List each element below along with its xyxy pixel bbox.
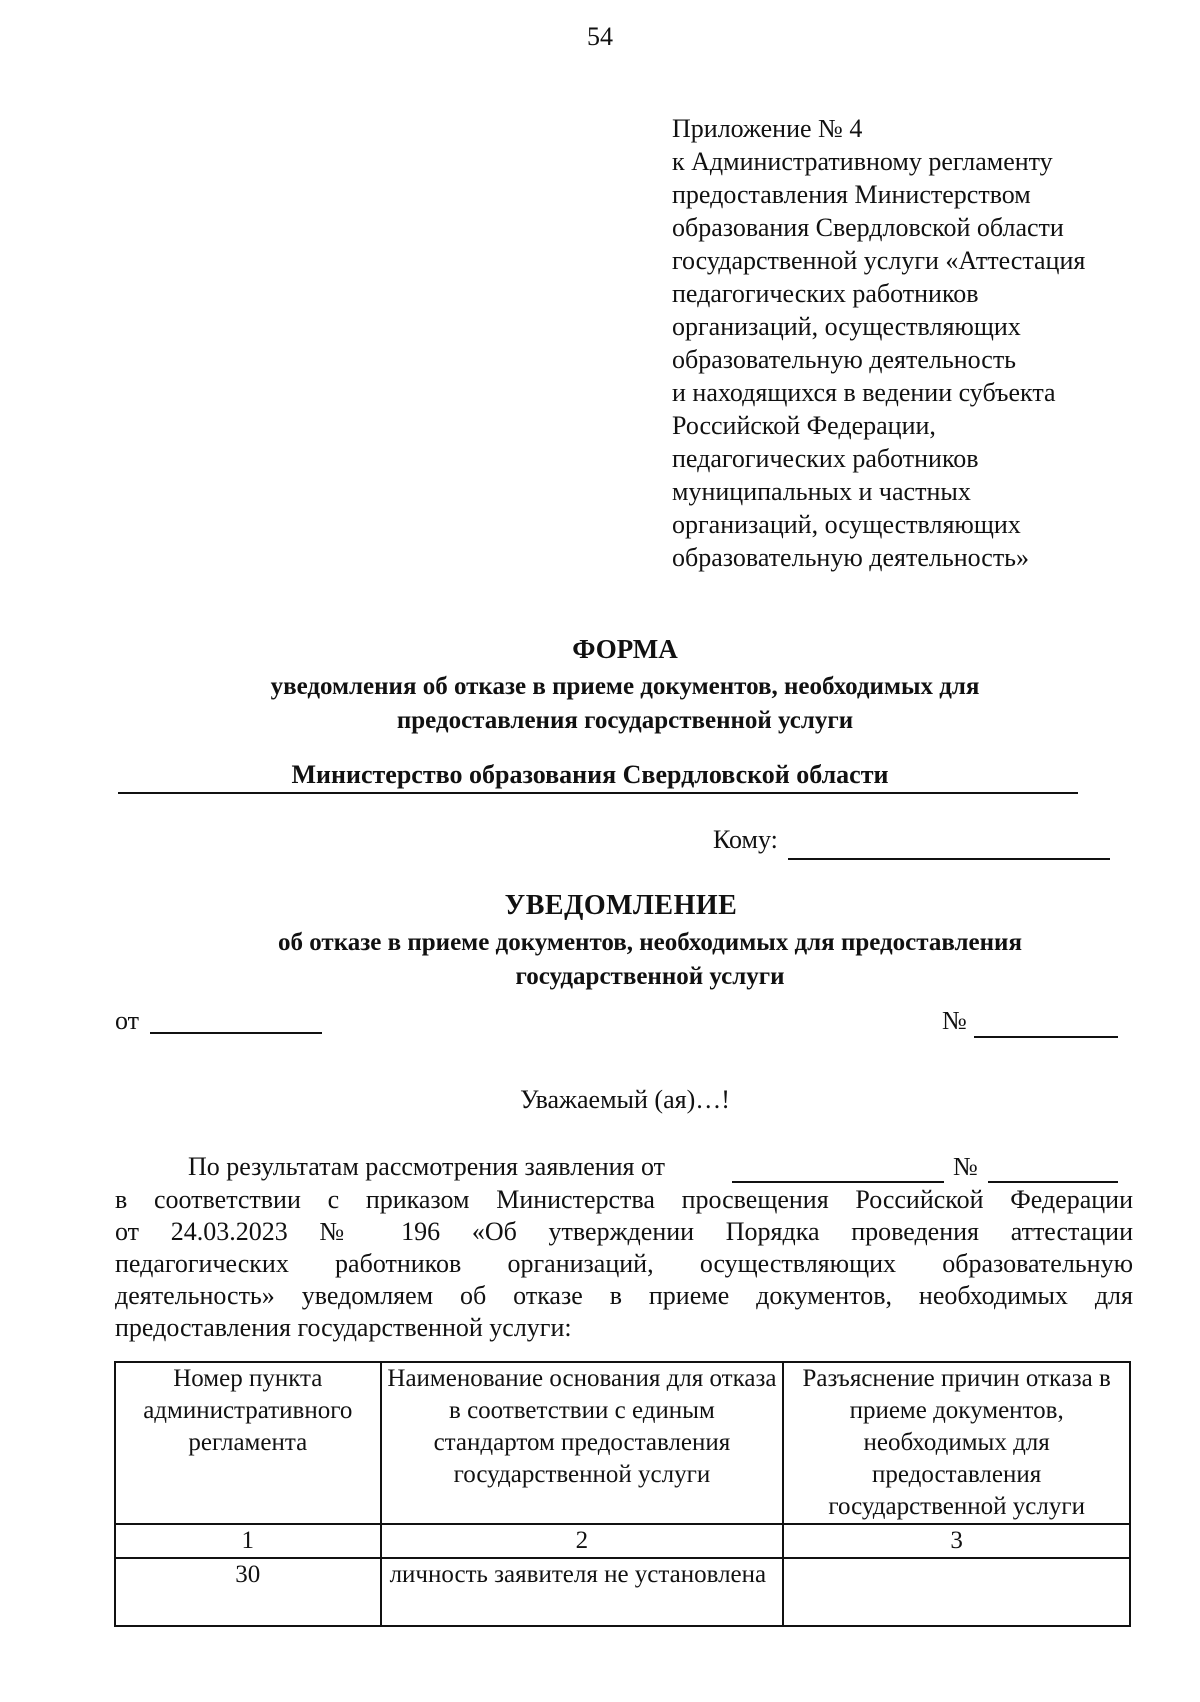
body-line: деятельность» уведомляем об отказе в приеме документов, необходимых для (115, 1281, 1133, 1310)
to-blank-field[interactable] (788, 858, 1110, 860)
appendix-line: муниципальных и частных (672, 477, 971, 506)
appendix-line: образования Свердловской области (672, 213, 1064, 242)
table-header-cell: Разъяснение причин отказа в приеме документов, необходимых для предоставления государственной услуги (783, 1362, 1130, 1524)
refusal-table (114, 1361, 1131, 1627)
ministry-name: Министерство образования Свердловской области (291, 760, 889, 789)
to-label: Кому: (713, 825, 778, 854)
number-label: № (942, 1006, 967, 1035)
application-number-blank-field[interactable] (988, 1181, 1118, 1183)
notice-subtitle (150, 926, 1150, 994)
column-number: 3 (783, 1524, 1130, 1558)
table-cell-reason: личность заявителя не установлена (381, 1558, 784, 1626)
page-number: 54 (587, 22, 613, 51)
body-paragraph (115, 1184, 1133, 1344)
body-line-start: По результатам рассмотрения заявления от (188, 1152, 666, 1181)
application-date-blank-field[interactable] (732, 1181, 944, 1183)
form-subtitle-line: предоставления государственной услуги (396, 707, 854, 734)
table-cell-explanation[interactable] (783, 1558, 1130, 1626)
table-cell-item: 30 (115, 1558, 381, 1626)
appendix-line: предоставления Министерством (672, 180, 1031, 209)
body-line: педагогических работников организаций, осуществляющих образовательную (115, 1249, 1133, 1278)
appendix-block (672, 112, 1172, 574)
notice-title: УВЕДОМЛЕНИЕ (504, 890, 738, 921)
form-title: ФОРМА (572, 634, 678, 664)
table-header-cell: Наименование основания для отказа в соответствии с единым стандартом предоставления государственной услуги (381, 1362, 784, 1524)
form-subtitle (110, 670, 1140, 738)
body-number-label: № (953, 1152, 978, 1181)
table-column-number-row (115, 1524, 1130, 1558)
appendix-line: образовательную деятельность (672, 345, 1017, 374)
body-line: от 24.03.2023 № 196 «Об утверждении Порядка проведения аттестации (115, 1217, 1133, 1246)
greeting: Уважаемый (ая)…! (520, 1085, 730, 1114)
appendix-line: Российской Федерации, (672, 411, 936, 440)
column-number: 1 (115, 1524, 381, 1558)
form-subtitle-line: уведомления об отказе в приеме документов, необходимых для (270, 673, 980, 700)
column-number: 2 (381, 1524, 784, 1558)
appendix-line: организаций, осуществляющих (672, 312, 1021, 341)
appendix-line: Приложение № 4 (672, 114, 863, 143)
appendix-line: педагогических работников (672, 279, 979, 308)
table-header-row (115, 1362, 1130, 1524)
appendix-line: государственной услуги «Аттестация (672, 246, 1086, 275)
body-line: в соответствии с приказом Министерства просвещения Российской Федерации (115, 1185, 1133, 1214)
table-header-cell: Номер пункта административного регламента (115, 1362, 381, 1524)
body-line: предоставления государственной услуги: (115, 1313, 572, 1342)
appendix-line: организаций, осуществляющих (672, 510, 1021, 539)
from-label: от (115, 1006, 140, 1035)
ministry-underline (118, 792, 1078, 794)
table-row (115, 1558, 1130, 1626)
appendix-line: образовательную деятельность» (672, 543, 1030, 572)
number-blank-field[interactable] (974, 1036, 1118, 1038)
appendix-line: и находящихся в ведении субъекта (672, 378, 1056, 407)
date-blank-field[interactable] (150, 1032, 322, 1034)
appendix-line: педагогических работников (672, 444, 979, 473)
appendix-line: к Административному регламенту (672, 147, 1053, 176)
notice-subtitle-line: государственной услуги (515, 963, 785, 990)
notice-subtitle-line: об отказе в приеме документов, необходимых для предоставления (278, 929, 1022, 956)
